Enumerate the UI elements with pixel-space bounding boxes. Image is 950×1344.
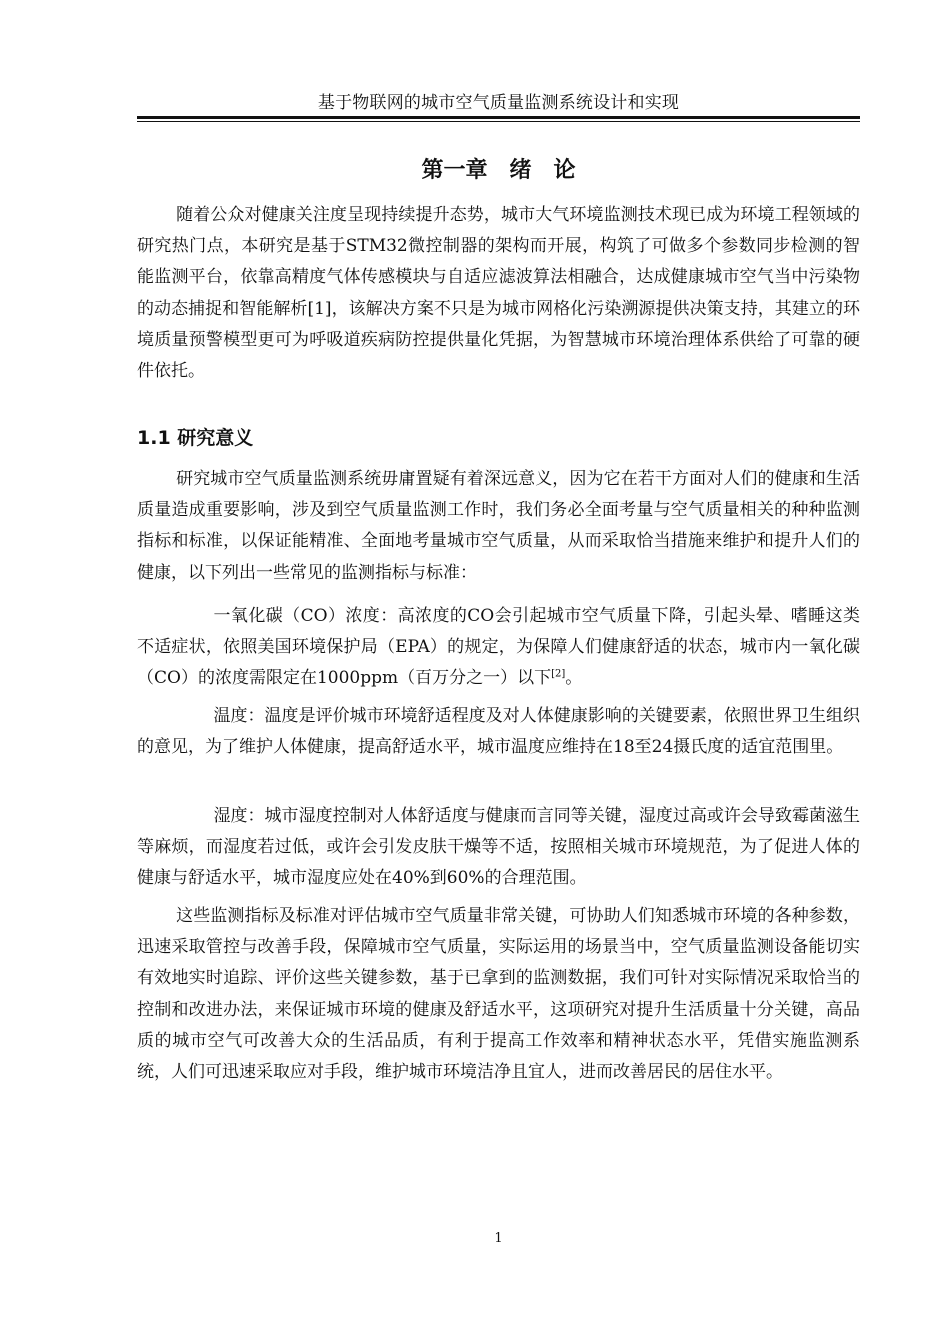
header-rule-thick [137, 116, 860, 119]
section-paragraph-1: 研究城市空气质量监测系统毋庸置疑有着深远意义，因为它在若干方面对人们的健康和生活质量造成重要影响，涉及到空气质量监测工作时，我们务必全面考量与空气质量相关的种种监测指标和标准，以保证能精准、全面地考量城市空气质量，从而采取恰当措施来维护和提升人们的健康，以下列出一些常见的监测指标与标准： [137, 469, 860, 583]
section-heading: 1.1 研究意义 [137, 427, 254, 449]
humidity-paragraph: 湿度：城市湿度控制对人体舒适度与健康而言同等关键，湿度过高或许会导致霉菌滋生等麻烦，而湿度若过低，或许会引发皮肤干燥等不适，按照相关城市环境规范，为了促进人体的健康与舒适水平，城市湿度应处在40%到60%的合理范围。 [137, 806, 860, 889]
co-end: 。 [565, 668, 583, 689]
running-header: 基于物联网的城市空气质量监测系统设计和实现 [317, 93, 680, 113]
header-rule-thin [137, 121, 860, 122]
co-text: 一氧化碳（CO）浓度：高浓度的CO会引起城市空气质量下降，引起头晕、嗜睡这类不适症状，依照美国环境保护局（EPA）的规定，为保障人们健康舒适的状态，城市内一氧化碳（CO）的浓度需限定在1000ppm（百万分之一）以下 [137, 606, 860, 689]
chapter-title: 第一章 绪 论 [421, 158, 576, 183]
intro-paragraph: 随着公众对健康关注度呈现持续提升态势，城市大气环境监测技术现已成为环境工程领域的研究热门点，本研究是基于STM32微控制器的架构而开展，构筑了可做多个参数同步检测的智能监测平台，依靠高精度气体传感模块与自适应滤波算法相融合，达成健康城市空气当中污染物的动态捕捉和智能解析[1]，该解决方案不只是为城市网格化污染溯源提供决策支持，其建立的环境质量预警模型更可为呼吸道疾病防控提供量化凭据，为智慧城市环境治理体系供给了可靠的硬件依托。 [137, 205, 860, 382]
citation-ref: [2] [551, 668, 566, 680]
temperature-paragraph: 温度：温度是评价城市环境舒适程度及对人体健康影响的关键要素，依照世界卫生组织的意见，为了维护人体健康，提高舒适水平，城市温度应维持在18至24摄氏度的适宜范围里。 [137, 706, 860, 758]
page-number: 1 [494, 1231, 503, 1246]
co-paragraph [137, 601, 860, 695]
section-paragraph-final: 这些监测指标及标准对评估城市空气质量非常关键，可协助人们知悉城市环境的各种参数，迅速采取管控与改善手段，保障城市空气质量，实际运用的场景当中，空气质量监测设备能切实有效地实时追踪、评价这些关键参数，基于已拿到的监测数据，我们可针对实际情况采取恰当的控制和改进办法，来保证城市环境的健康及舒适水平，这项研究对提升生活质量十分关键，高品质的城市空气可改善大众的生活品质，有利于提高工作效率和精神状态水平，凭借实施监测系统，人们可迅速采取应对手段，维护城市环境洁净且宜人，进而改善居民的居住水平。 [137, 906, 860, 1083]
